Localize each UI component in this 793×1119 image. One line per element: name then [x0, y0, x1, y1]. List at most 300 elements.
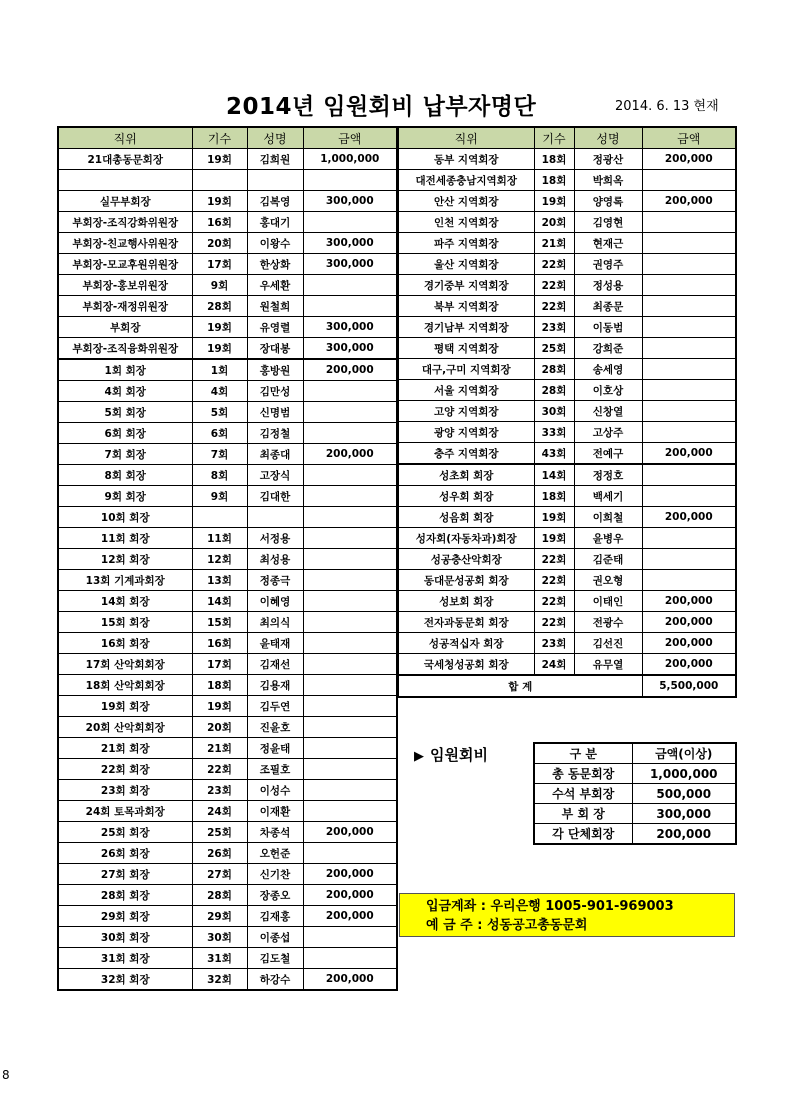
cell-name: 한상화	[247, 254, 303, 275]
cell-amount: 200,000	[642, 633, 736, 654]
cell-amount: 200,000	[303, 885, 397, 906]
cell-amount	[303, 275, 397, 296]
table-row	[58, 486, 397, 507]
cell-class-year: 7회	[192, 444, 247, 465]
cell-name: 원철희	[247, 296, 303, 317]
cell-class-year: 22회	[192, 759, 247, 780]
right-member-table	[397, 126, 737, 698]
cell-position: 32회 회장	[58, 969, 192, 991]
cell-amount	[642, 549, 736, 570]
cell-position: 성공충산악회장	[398, 549, 534, 570]
table-row	[58, 338, 397, 360]
total-label: 합 계	[398, 675, 642, 697]
cell-class-year: 5회	[192, 402, 247, 423]
fee-amount: 200,000	[632, 824, 736, 845]
cell-amount: 300,000	[303, 191, 397, 212]
table-row	[398, 212, 736, 233]
cell-position: 북부 지역회장	[398, 296, 534, 317]
cell-class-year: 20회	[192, 233, 247, 254]
cell-amount: 200,000	[303, 864, 397, 885]
cell-class-year: 23회	[534, 317, 574, 338]
cell-position: 부회장-홍보위원장	[58, 275, 192, 296]
table-row	[58, 359, 397, 381]
cell-name: 오헌준	[247, 843, 303, 864]
header-amount: 금액	[642, 127, 736, 149]
cell-position: 경기남부 지역회장	[398, 317, 534, 338]
cell-position: 20회 산악회회장	[58, 717, 192, 738]
cell-name: 조필호	[247, 759, 303, 780]
fee-category: 각 단체회장	[534, 824, 632, 845]
cell-amount	[303, 633, 397, 654]
cell-position: 16회 회장	[58, 633, 192, 654]
cell-position: 19회 회장	[58, 696, 192, 717]
cell-amount: 200,000	[303, 444, 397, 465]
total-row	[398, 675, 736, 697]
cell-amount	[303, 927, 397, 948]
cell-name: 양영록	[574, 191, 642, 212]
cell-class-year: 24회	[534, 654, 574, 676]
cell-class-year: 20회	[192, 717, 247, 738]
cell-amount: 300,000	[303, 233, 397, 254]
cell-name: 김대한	[247, 486, 303, 507]
cell-amount	[642, 422, 736, 443]
fee-category: 수석 부회장	[534, 784, 632, 804]
cell-amount	[642, 464, 736, 486]
cell-amount	[642, 570, 736, 591]
cell-position: 동부 지역회장	[398, 149, 534, 170]
cell-position: 파주 지역회장	[398, 233, 534, 254]
cell-name: 전광수	[574, 612, 642, 633]
cell-class-year: 18회	[534, 170, 574, 191]
cell-amount	[642, 528, 736, 549]
cell-class-year: 6회	[192, 423, 247, 444]
cell-position: 31회 회장	[58, 948, 192, 969]
cell-class-year: 8회	[192, 465, 247, 486]
cell-name: 김재홍	[247, 906, 303, 927]
cell-amount	[642, 254, 736, 275]
cell-position: 부회장	[58, 317, 192, 338]
cell-name: 정윤태	[247, 738, 303, 759]
table-row	[58, 549, 397, 570]
fee-header-row	[534, 743, 736, 764]
cell-position: 28회 회장	[58, 885, 192, 906]
cell-class-year: 26회	[192, 843, 247, 864]
table-row	[58, 675, 397, 696]
cell-position: 14회 회장	[58, 591, 192, 612]
cell-amount: 300,000	[303, 254, 397, 275]
cell-position: 21회 회장	[58, 738, 192, 759]
fee-row	[534, 824, 736, 845]
triangle-right-icon: ▶	[414, 749, 424, 764]
cell-position: 실무부회장	[58, 191, 192, 212]
table-row	[58, 317, 397, 338]
cell-position: 성음회 회장	[398, 507, 534, 528]
cell-name: 장대봉	[247, 338, 303, 360]
cell-amount: 200,000	[303, 906, 397, 927]
cell-position: 부회장-모교후원위원장	[58, 254, 192, 275]
table-row	[398, 570, 736, 591]
cell-position: 26회 회장	[58, 843, 192, 864]
header-amount: 금액	[303, 127, 397, 149]
cell-class-year: 16회	[192, 212, 247, 233]
cell-class-year: 15회	[192, 612, 247, 633]
cell-position: 성초회 회장	[398, 464, 534, 486]
header-position: 직위	[398, 127, 534, 149]
cell-position: 국세청성공회 회장	[398, 654, 534, 676]
cell-amount	[642, 170, 736, 191]
table-row	[398, 233, 736, 254]
cell-class-year: 32회	[192, 969, 247, 991]
table-row	[58, 780, 397, 801]
cell-name: 이성수	[247, 780, 303, 801]
cell-name: 백세기	[574, 486, 642, 507]
table-row	[398, 654, 736, 676]
cell-name: 신창열	[574, 401, 642, 422]
table-row	[58, 822, 397, 843]
cell-position: 13회 기계과회장	[58, 570, 192, 591]
table-row	[398, 401, 736, 422]
cell-class-year: 29회	[192, 906, 247, 927]
table-row	[398, 528, 736, 549]
cell-class-year: 19회	[192, 696, 247, 717]
cell-amount	[303, 801, 397, 822]
cell-name: 강희준	[574, 338, 642, 359]
cell-name: 이호상	[574, 380, 642, 401]
cell-name: 최종대	[247, 444, 303, 465]
cell-amount: 200,000	[642, 149, 736, 170]
table-row	[398, 317, 736, 338]
header-class-year: 기수	[192, 127, 247, 149]
fee-row	[534, 764, 736, 784]
cell-name: 차종석	[247, 822, 303, 843]
table-row	[58, 885, 397, 906]
table-row	[58, 696, 397, 717]
table-row	[58, 275, 397, 296]
table-row	[58, 149, 397, 170]
cell-class-year: 19회	[192, 338, 247, 360]
cell-name: 김두연	[247, 696, 303, 717]
cell-name: 최의식	[247, 612, 303, 633]
cell-position: 10회 회장	[58, 507, 192, 528]
fee-category: 총 동문회장	[534, 764, 632, 784]
as-of-date: 2014. 6. 13 현재	[615, 99, 719, 114]
table-row	[398, 338, 736, 359]
cell-amount: 200,000	[303, 969, 397, 991]
table-row	[58, 717, 397, 738]
cell-amount	[303, 170, 397, 191]
cell-position: 23회 회장	[58, 780, 192, 801]
cell-position: 안산 지역회장	[398, 191, 534, 212]
table-row	[58, 927, 397, 948]
cell-amount: 200,000	[303, 359, 397, 381]
cell-class-year: 9회	[192, 275, 247, 296]
cell-class-year: 11회	[192, 528, 247, 549]
cell-class-year: 28회	[192, 296, 247, 317]
header-position: 직위	[58, 127, 192, 149]
cell-class-year: 19회	[192, 317, 247, 338]
cell-amount	[303, 570, 397, 591]
cell-amount	[303, 654, 397, 675]
cell-amount	[303, 696, 397, 717]
cell-position: 11회 회장	[58, 528, 192, 549]
cell-name: 김정철	[247, 423, 303, 444]
cell-name: 정성용	[574, 275, 642, 296]
cell-position: 경기중부 지역회장	[398, 275, 534, 296]
cell-class-year: 30회	[534, 401, 574, 422]
cell-name: 정정호	[574, 464, 642, 486]
table-row	[58, 465, 397, 486]
total-amount: 5,500,000	[642, 675, 736, 697]
cell-position	[58, 170, 192, 191]
table-row	[58, 212, 397, 233]
cell-position: 27회 회장	[58, 864, 192, 885]
table-row	[58, 296, 397, 317]
cell-name: 박희옥	[574, 170, 642, 191]
cell-amount: 200,000	[642, 654, 736, 676]
cell-position: 5회 회장	[58, 402, 192, 423]
cell-amount: 200,000	[642, 443, 736, 465]
cell-name: 윤태재	[247, 633, 303, 654]
cell-name: 진윤호	[247, 717, 303, 738]
header-name: 성명	[574, 127, 642, 149]
cell-name: 김복영	[247, 191, 303, 212]
cell-position: 8회 회장	[58, 465, 192, 486]
cell-class-year: 13회	[192, 570, 247, 591]
cell-name: 최성용	[247, 549, 303, 570]
cell-position: 평택 지역회장	[398, 338, 534, 359]
cell-amount	[642, 338, 736, 359]
cell-class-year: 25회	[534, 338, 574, 359]
cell-amount	[642, 401, 736, 422]
cell-name: 정광산	[574, 149, 642, 170]
table-row	[58, 906, 397, 927]
table-row	[58, 612, 397, 633]
cell-position: 15회 회장	[58, 612, 192, 633]
table-row	[58, 191, 397, 212]
cell-name: 이희철	[574, 507, 642, 528]
cell-class-year: 18회	[192, 675, 247, 696]
table-row	[58, 759, 397, 780]
fee-amount: 1,000,000	[632, 764, 736, 784]
table-row	[58, 654, 397, 675]
cell-amount: 200,000	[642, 612, 736, 633]
cell-class-year: 14회	[192, 591, 247, 612]
page-number: 8	[2, 1068, 10, 1082]
cell-name: 김용재	[247, 675, 303, 696]
bank-account-box	[399, 893, 735, 937]
cell-class-year: 43회	[534, 443, 574, 465]
table-row	[58, 254, 397, 275]
cell-name: 김영현	[574, 212, 642, 233]
table-row	[398, 359, 736, 380]
cell-position: 9회 회장	[58, 486, 192, 507]
cell-position: 성자회(자동차과)회장	[398, 528, 534, 549]
cell-amount	[303, 528, 397, 549]
cell-name: 김만성	[247, 381, 303, 402]
cell-class-year: 22회	[534, 254, 574, 275]
cell-position: 1회 회장	[58, 359, 192, 381]
fee-category: 부 회 장	[534, 804, 632, 824]
cell-amount	[642, 359, 736, 380]
cell-name: 하강수	[247, 969, 303, 991]
cell-position: 22회 회장	[58, 759, 192, 780]
page-title: 2014년 임원회비 납부자명단	[226, 94, 537, 120]
cell-amount	[642, 317, 736, 338]
cell-position: 30회 회장	[58, 927, 192, 948]
fee-amount: 500,000	[632, 784, 736, 804]
cell-class-year: 19회	[534, 507, 574, 528]
cell-name: 김재선	[247, 654, 303, 675]
cell-position: 성우회 회장	[398, 486, 534, 507]
cell-name: 서정용	[247, 528, 303, 549]
cell-amount	[303, 759, 397, 780]
cell-class-year: 4회	[192, 381, 247, 402]
table-row	[58, 633, 397, 654]
cell-class-year: 23회	[192, 780, 247, 801]
cell-position: 서울 지역회장	[398, 380, 534, 401]
cell-position: 고양 지역회장	[398, 401, 534, 422]
cell-name: 신명범	[247, 402, 303, 423]
cell-class-year: 22회	[534, 296, 574, 317]
cell-name: 이태인	[574, 591, 642, 612]
cell-position: 부회장-조직융화위원장	[58, 338, 192, 360]
cell-position: 성공적십자 회장	[398, 633, 534, 654]
cell-amount	[303, 507, 397, 528]
table-row	[58, 444, 397, 465]
table-row	[398, 486, 736, 507]
cell-position: 4회 회장	[58, 381, 192, 402]
cell-class-year: 22회	[534, 570, 574, 591]
cell-name: 장종오	[247, 885, 303, 906]
cell-name: 최종문	[574, 296, 642, 317]
cell-amount	[303, 591, 397, 612]
table-row	[58, 528, 397, 549]
fee-amount: 300,000	[632, 804, 736, 824]
cell-amount	[642, 212, 736, 233]
cell-amount: 1,000,000	[303, 149, 397, 170]
cell-name: 현재근	[574, 233, 642, 254]
cell-name: 이혜영	[247, 591, 303, 612]
cell-class-year: 22회	[534, 612, 574, 633]
cell-class-year: 21회	[192, 738, 247, 759]
cell-amount	[303, 549, 397, 570]
cell-class-year: 30회	[192, 927, 247, 948]
cell-class-year: 19회	[534, 528, 574, 549]
cell-amount	[303, 486, 397, 507]
cell-name: 권오형	[574, 570, 642, 591]
cell-amount	[303, 465, 397, 486]
cell-class-year: 31회	[192, 948, 247, 969]
cell-name: 김희원	[247, 149, 303, 170]
cell-name: 정종극	[247, 570, 303, 591]
cell-position: 전자과동문회 회장	[398, 612, 534, 633]
cell-class-year: 1회	[192, 359, 247, 381]
table-row	[58, 170, 397, 191]
table-row	[398, 507, 736, 528]
table-row	[398, 254, 736, 275]
cell-name: 송세영	[574, 359, 642, 380]
table-row	[398, 591, 736, 612]
fee-header-category: 구 분	[534, 743, 632, 764]
cell-name: 고상주	[574, 422, 642, 443]
cell-class-year: 25회	[192, 822, 247, 843]
cell-amount	[642, 296, 736, 317]
cell-class-year: 28회	[534, 380, 574, 401]
cell-name: 홍대기	[247, 212, 303, 233]
cell-position: 18회 산악회회장	[58, 675, 192, 696]
cell-name: 윤병우	[574, 528, 642, 549]
cell-name: 유영렬	[247, 317, 303, 338]
cell-name: 이종섭	[247, 927, 303, 948]
cell-amount: 200,000	[642, 507, 736, 528]
cell-position: 부회장-재정위원장	[58, 296, 192, 317]
fee-table	[533, 742, 737, 845]
cell-amount	[642, 380, 736, 401]
cell-class-year: 23회	[534, 633, 574, 654]
cell-class-year: 16회	[192, 633, 247, 654]
fee-label-text: 임원회비	[430, 746, 488, 764]
header-name: 성명	[247, 127, 303, 149]
cell-amount	[303, 212, 397, 233]
cell-name: 김준태	[574, 549, 642, 570]
table-row	[398, 633, 736, 654]
table-row	[58, 948, 397, 969]
cell-class-year: 28회	[192, 885, 247, 906]
cell-name: 권영주	[574, 254, 642, 275]
cell-class-year: 18회	[534, 149, 574, 170]
cell-class-year: 19회	[192, 191, 247, 212]
cell-name: 이왕수	[247, 233, 303, 254]
cell-position: 인천 지역회장	[398, 212, 534, 233]
cell-name: 이재환	[247, 801, 303, 822]
cell-class-year: 27회	[192, 864, 247, 885]
cell-amount	[303, 381, 397, 402]
cell-amount	[642, 486, 736, 507]
table-row	[398, 443, 736, 465]
cell-class-year: 21회	[534, 233, 574, 254]
cell-amount: 200,000	[642, 591, 736, 612]
table-row	[398, 380, 736, 401]
cell-amount	[303, 843, 397, 864]
cell-name	[247, 170, 303, 191]
cell-position: 부회장-조직강화위원장	[58, 212, 192, 233]
cell-position: 6회 회장	[58, 423, 192, 444]
cell-position: 성보회 회장	[398, 591, 534, 612]
cell-name: 유무열	[574, 654, 642, 676]
cell-name: 김도철	[247, 948, 303, 969]
left-member-table	[57, 126, 398, 991]
cell-position: 동대문성공회 회장	[398, 570, 534, 591]
table-row	[58, 969, 397, 991]
cell-class-year	[192, 507, 247, 528]
table-row	[58, 507, 397, 528]
cell-amount	[303, 296, 397, 317]
cell-name: 고장식	[247, 465, 303, 486]
table-row	[58, 843, 397, 864]
cell-name: 전예구	[574, 443, 642, 465]
cell-amount	[303, 423, 397, 444]
cell-name: 김선진	[574, 633, 642, 654]
cell-position: 광양 지역회장	[398, 422, 534, 443]
cell-amount	[303, 738, 397, 759]
cell-class-year: 22회	[534, 275, 574, 296]
cell-position: 울산 지역회장	[398, 254, 534, 275]
bank-account: 입금계좌 : 우리은행 1005-901-969003	[426, 899, 674, 914]
account-holder: 예 금 주 : 성동공고총동문회	[426, 918, 588, 933]
table-row	[58, 738, 397, 759]
cell-amount	[642, 275, 736, 296]
cell-position: 대구,구미 지역회장	[398, 359, 534, 380]
